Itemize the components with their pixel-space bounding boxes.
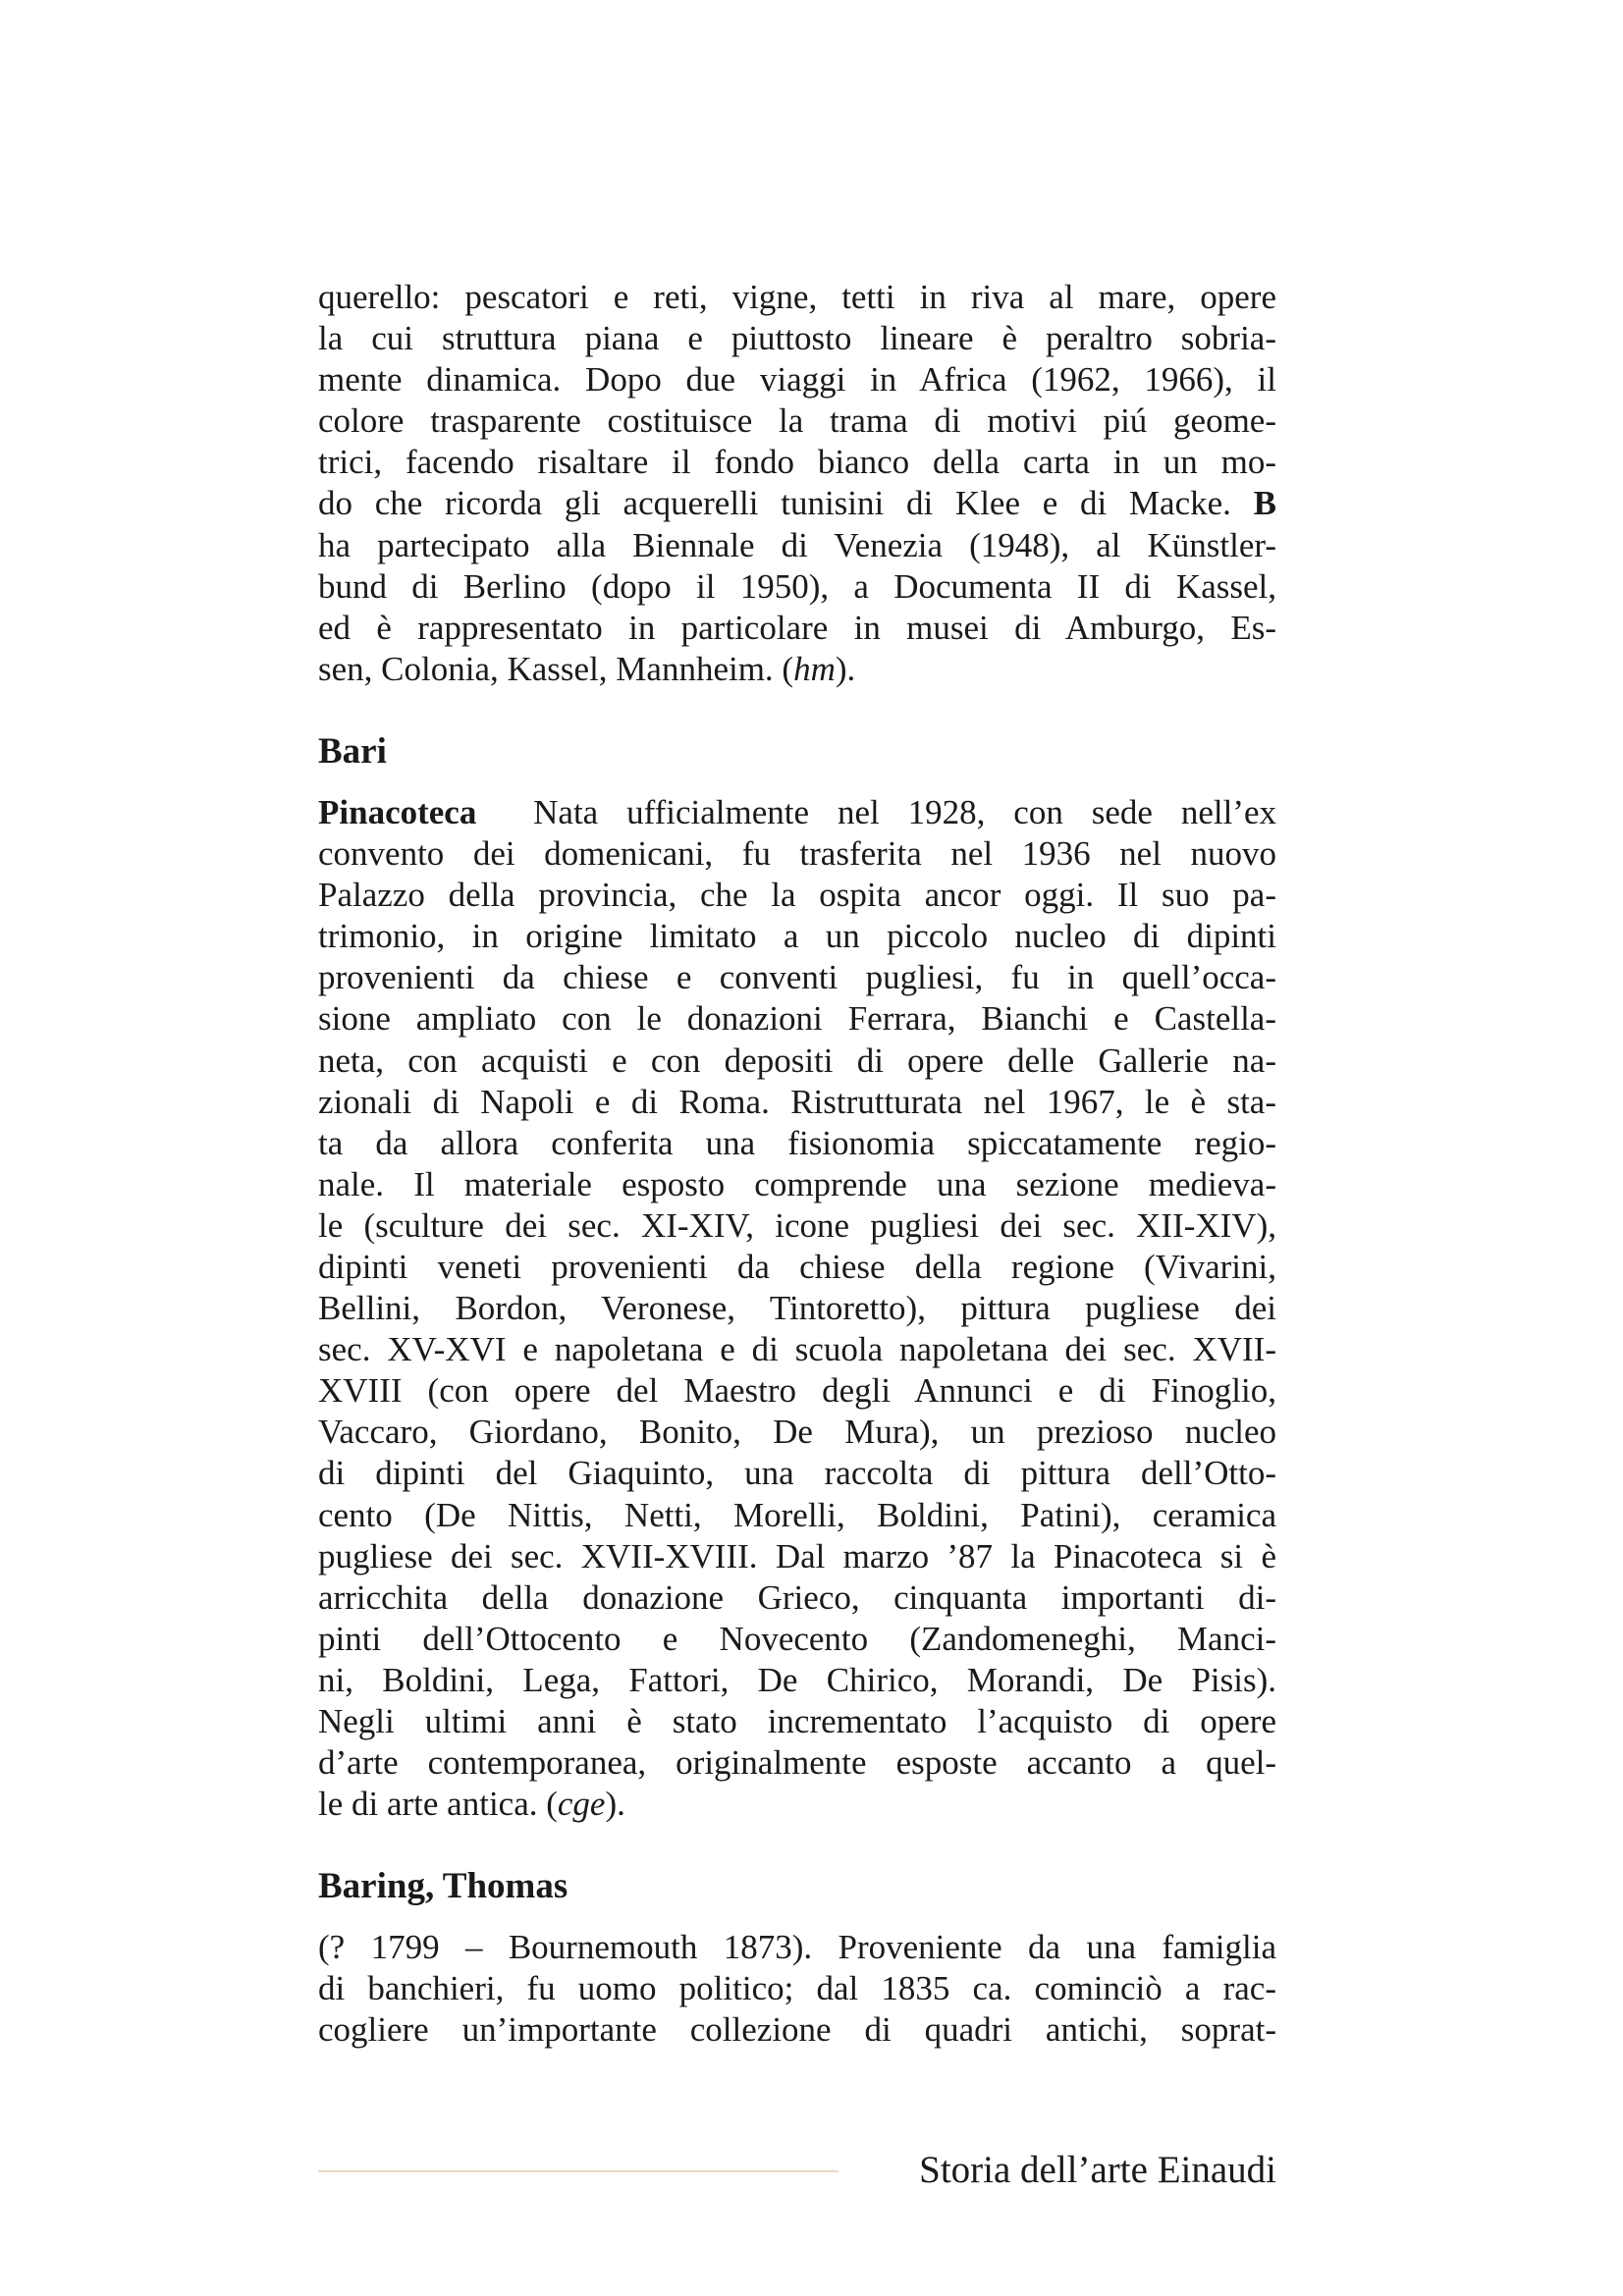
footer-title: Storia dell’arte Einaudi (919, 2149, 1276, 2191)
text-line: le (sculture dei sec. XI-XIV, icone pugliesi dei sec. XII-XIV), (318, 1205, 1276, 1245)
text-fragment: ). (835, 649, 856, 688)
text-line: (? 1799 – Bournemouth 1873). Proveniente da una famiglia (318, 1928, 1276, 1967)
footer-divider (318, 2170, 839, 2172)
text-line: di banchieri, fu uomo politico; dal 1835 ca. cominciò a rac- (318, 1969, 1276, 2008)
entry-abbrev-mark: B (1253, 484, 1276, 523)
text-line: d’arte contemporanea, originalmente esposte accanto a quel- (318, 1743, 1276, 1783)
text-line (318, 792, 1276, 833)
bari-paragraph (318, 792, 1276, 1825)
author-initials: hm (793, 649, 836, 688)
text-line: colore trasparente costituisce la trama di motivi piú geome- (318, 401, 1276, 441)
text-line (318, 483, 1276, 524)
intro-paragraph (318, 277, 1276, 690)
text-line: bund di Berlino (dopo il 1950), a Documenta II di Kassel, (318, 566, 1276, 606)
text-line: ta da allora conferita una fisionomia spiccatamente regio- (318, 1123, 1276, 1162)
text-fragment: do che ricorda gli acquerelli tunisini di Klee e di Macke. (318, 484, 1231, 523)
text-fragment: ). (605, 1785, 625, 1824)
text-line: di dipinti del Giaquinto, una raccolta di pittura dell’Otto- (318, 1454, 1276, 1493)
text-fragment: sen, Colonia, Kassel, Mannheim. ( (318, 649, 794, 688)
text-line (318, 649, 1276, 690)
text-line: trici, facendo risaltare il fondo bianco della carta in un mo- (318, 443, 1276, 482)
text-line: Palazzo della provincia, che la ospita ancor oggi. Il suo pa- (318, 876, 1276, 915)
page-body (318, 277, 1276, 2052)
text-line: sione ampliato con le donazioni Ferrara, Bianchi e Castella- (318, 999, 1276, 1039)
text-line: trimonio, in origine limitato a un piccolo nucleo di dipinti (318, 917, 1276, 956)
text-line: convento dei domenicani, fu trasferita nel 1936 nel nuovo (318, 834, 1276, 874)
text-line: ni, Boldini, Lega, Fattori, De Chirico, Morandi, De Pisis). (318, 1660, 1276, 1699)
entry-heading-baring: Baring, Thomas (318, 1866, 568, 1907)
baring-paragraph (318, 1927, 1276, 2051)
text-line: Negli ultimi anni è stato incrementato l’acquisto di opere (318, 1702, 1276, 1740)
text-line: ha partecipato alla Biennale di Venezia (1948), al Künstler- (318, 525, 1276, 564)
text-line: pinti dell’Ottocento e Novecento (Zandomeneghi, Manci- (318, 1619, 1276, 1658)
text-line: mente dinamica. Dopo due viaggi in Africa (1962, 1966), il (318, 360, 1276, 400)
text-line: arricchita della donazione Grieco, cinquanta importanti di- (318, 1577, 1276, 1617)
text-line: Bellini, Bordon, Veronese, Tintoretto), pittura pugliese dei (318, 1289, 1276, 1328)
text-line: provenienti da chiese e conventi pugliesi, fu in quell’occa- (318, 958, 1276, 997)
text-line (318, 1784, 1276, 1825)
text-line: Vaccaro, Giordano, Bonito, De Mura), un prezioso nucleo (318, 1413, 1276, 1452)
author-initials: cge (557, 1785, 606, 1824)
text-line: cento (De Nittis, Netti, Morelli, Boldini, Patini), ceramica (318, 1495, 1276, 1534)
text-line: pugliese dei sec. XVII-XVIII. Dal marzo ’87 la Pinacoteca si è (318, 1536, 1276, 1575)
text-line: cogliere un’importante collezione di quadri antichi, soprat- (318, 2010, 1276, 2050)
text-line: XVIII (con opere del Maestro degli Annunci e di Finoglio, (318, 1371, 1276, 1411)
text-line: sec. XV-XVI e napoletana e di scuola napoletana dei sec. XVII- (318, 1330, 1276, 1369)
entry-heading-bari: Bari (318, 730, 387, 772)
text-fragment: Nata ufficialmente nel 1928, con sede nell’ex (533, 792, 1276, 831)
text-line: nale. Il materiale esposto comprende una sezione medieva- (318, 1164, 1276, 1203)
text-line: zionali di Napoli e di Roma. Ristrutturata nel 1967, le è sta- (318, 1082, 1276, 1121)
text-line: ed è rappresentato in particolare in musei di Amburgo, Es- (318, 608, 1276, 647)
text-line: dipinti veneti provenienti da chiese della regione (Vivarini, (318, 1247, 1276, 1286)
text-line: la cui struttura piana e piuttosto lineare è peraltro sobria- (318, 319, 1276, 358)
subentry-title: Pinacoteca (318, 792, 477, 831)
text-line: neta, con acquisti e con depositi di opere delle Gallerie na- (318, 1041, 1276, 1080)
text-fragment: le di arte antica. ( (318, 1785, 558, 1824)
text-line: querello: pescatori e reti, vigne, tetti in riva al mare, opere (318, 278, 1276, 316)
